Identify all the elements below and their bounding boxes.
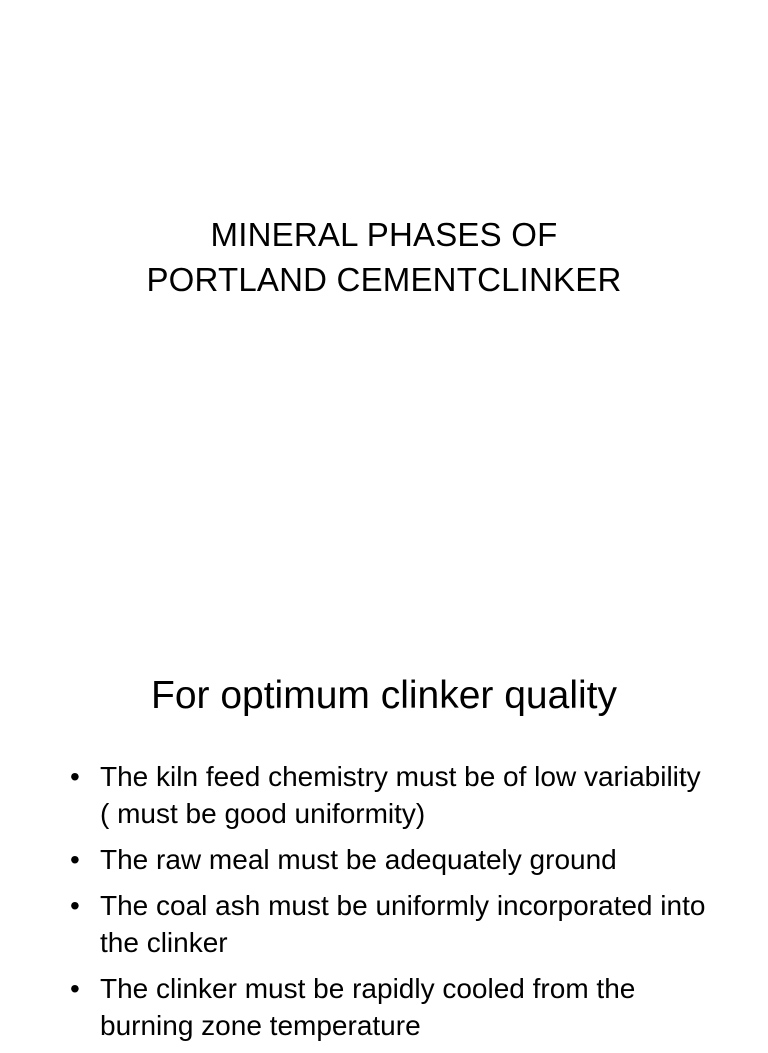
bullet-dot: • [70,890,80,921]
bullet-text: The clinker must be rapidly cooled from the burning zone temperature [100,973,636,1041]
bullet-item [70,841,710,878]
slide-title-line-1: MINERAL PHASES OF [210,216,558,253]
bullet-text: The coal ash must be uniformly incorporated into the clinker [100,890,706,958]
bullet-item [70,970,710,1044]
bullet-item [70,887,710,961]
title-slide [0,0,768,512]
bullet-dot: • [70,973,80,1004]
content-slide [0,512,768,1041]
slide-title-line-2: PORTLAND CEMENTCLINKER [146,261,622,298]
slide-title [0,212,768,302]
bullet-list [70,758,710,1053]
bullet-dot: • [70,844,80,875]
slide-heading: For optimum clinker quality [151,674,617,717]
bullet-item [70,758,710,832]
bullet-text: The kiln feed chemistry must be of low variability ( must be good uniformity) [100,761,701,829]
bullet-dot: • [70,761,80,792]
bullet-text: The raw meal must be adequately ground [100,844,617,875]
